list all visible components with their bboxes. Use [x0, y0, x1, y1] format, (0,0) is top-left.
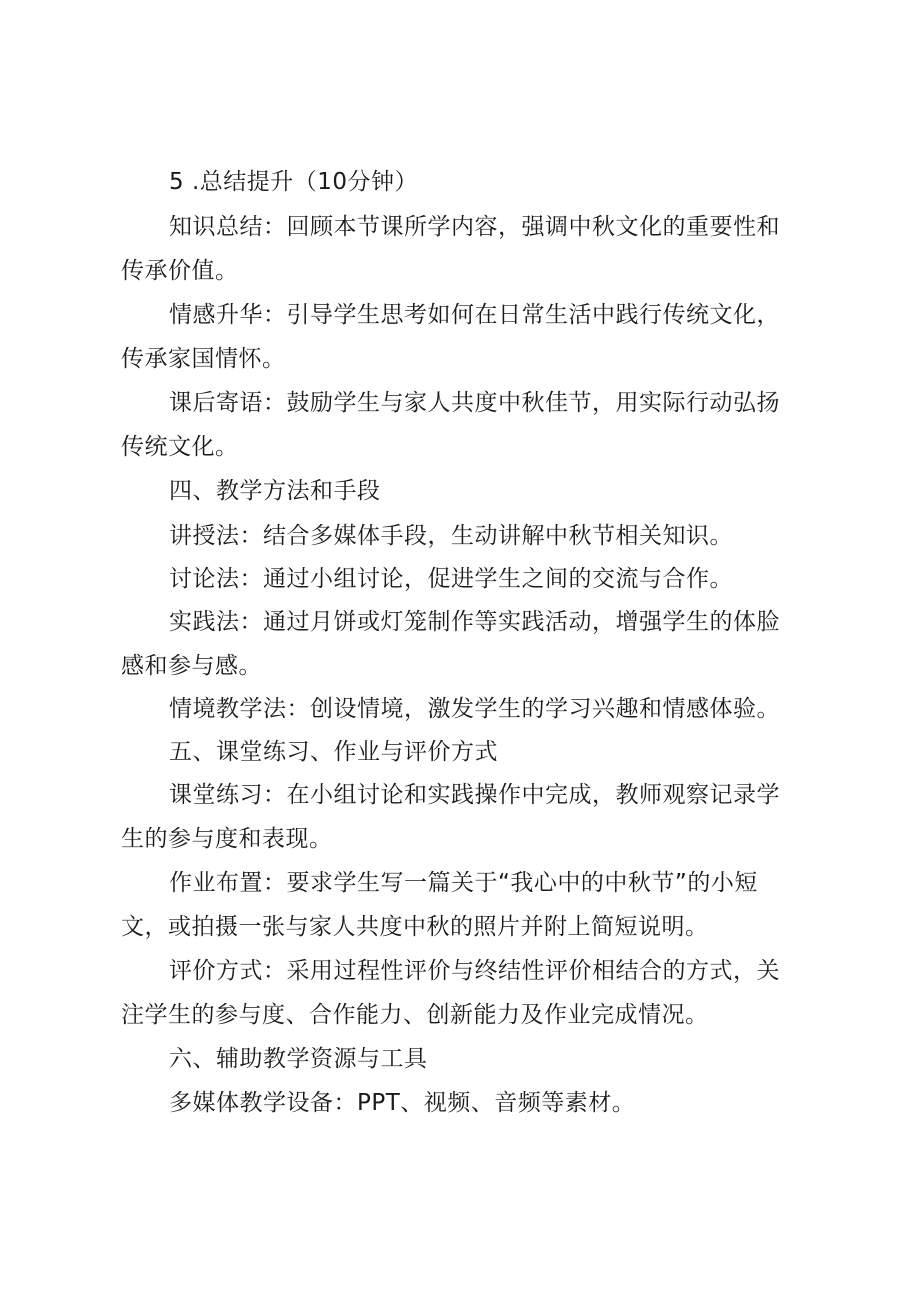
heading-teaching-methods: 四、教学方法和手段 — [169, 478, 381, 504]
paragraph-discussion-method: 讨论法：通过小组讨论，促进学生之间的交流与合作。 — [169, 566, 733, 592]
paragraph-knowledge-summary: 知识总结：回顾本节课所学内容，强调中秋文化的重要性和传承价值。 — [121, 214, 780, 284]
heading-teaching-resources: 六、辅助教学资源与工具 — [169, 1046, 428, 1072]
paragraph-practice-method: 实践法：通过月饼或灯笼制作等实践活动，增强学生的体脸感和参与感。 — [121, 609, 780, 679]
paragraph-emotion-sublimation: 情感升华：引导学生思考如何在日常生活中践行传统文化，传承家国情怀。 — [121, 302, 780, 372]
paragraph-situational-method: 情境教学法：创设情境，激发学生的学习兴趣和情感体验。 — [169, 696, 780, 722]
paragraph-class-exercise: 课堂练习：在小组讨论和实践操作中完成，教师观察记录学生的参与度和表现。 — [121, 782, 780, 852]
paragraph-homework: 作业布置：要求学生写一篇关于“我心中的中秋节”的小短文，或拍摄一张与家人共度中秋的照片并附上简短说明。 — [121, 870, 758, 940]
section-5-title: 5 .总结提升（10分钟） — [169, 169, 419, 195]
paragraph-multimedia-equipment: 多媒体教学设备：PPT、视频、音频等素材。 — [169, 1090, 636, 1116]
heading-exercises-homework-evaluation: 五、课堂练习、作业与评价方式 — [169, 739, 498, 765]
paragraph-after-class-message: 课后寄语：鼓励学生与家人共度中秋佳节，用实际行动弘扬传统文化。 — [121, 390, 780, 460]
paragraph-lecture-method: 讲授法：结合多媒体手段，生动讲解中秋节相关知识。 — [169, 523, 733, 549]
paragraph-evaluation: 评价方式：采用过程性评价与终结性评价相结合的方式，关注学生的参与度、合作能力、创新能力及作业完成情况。 — [121, 958, 780, 1028]
